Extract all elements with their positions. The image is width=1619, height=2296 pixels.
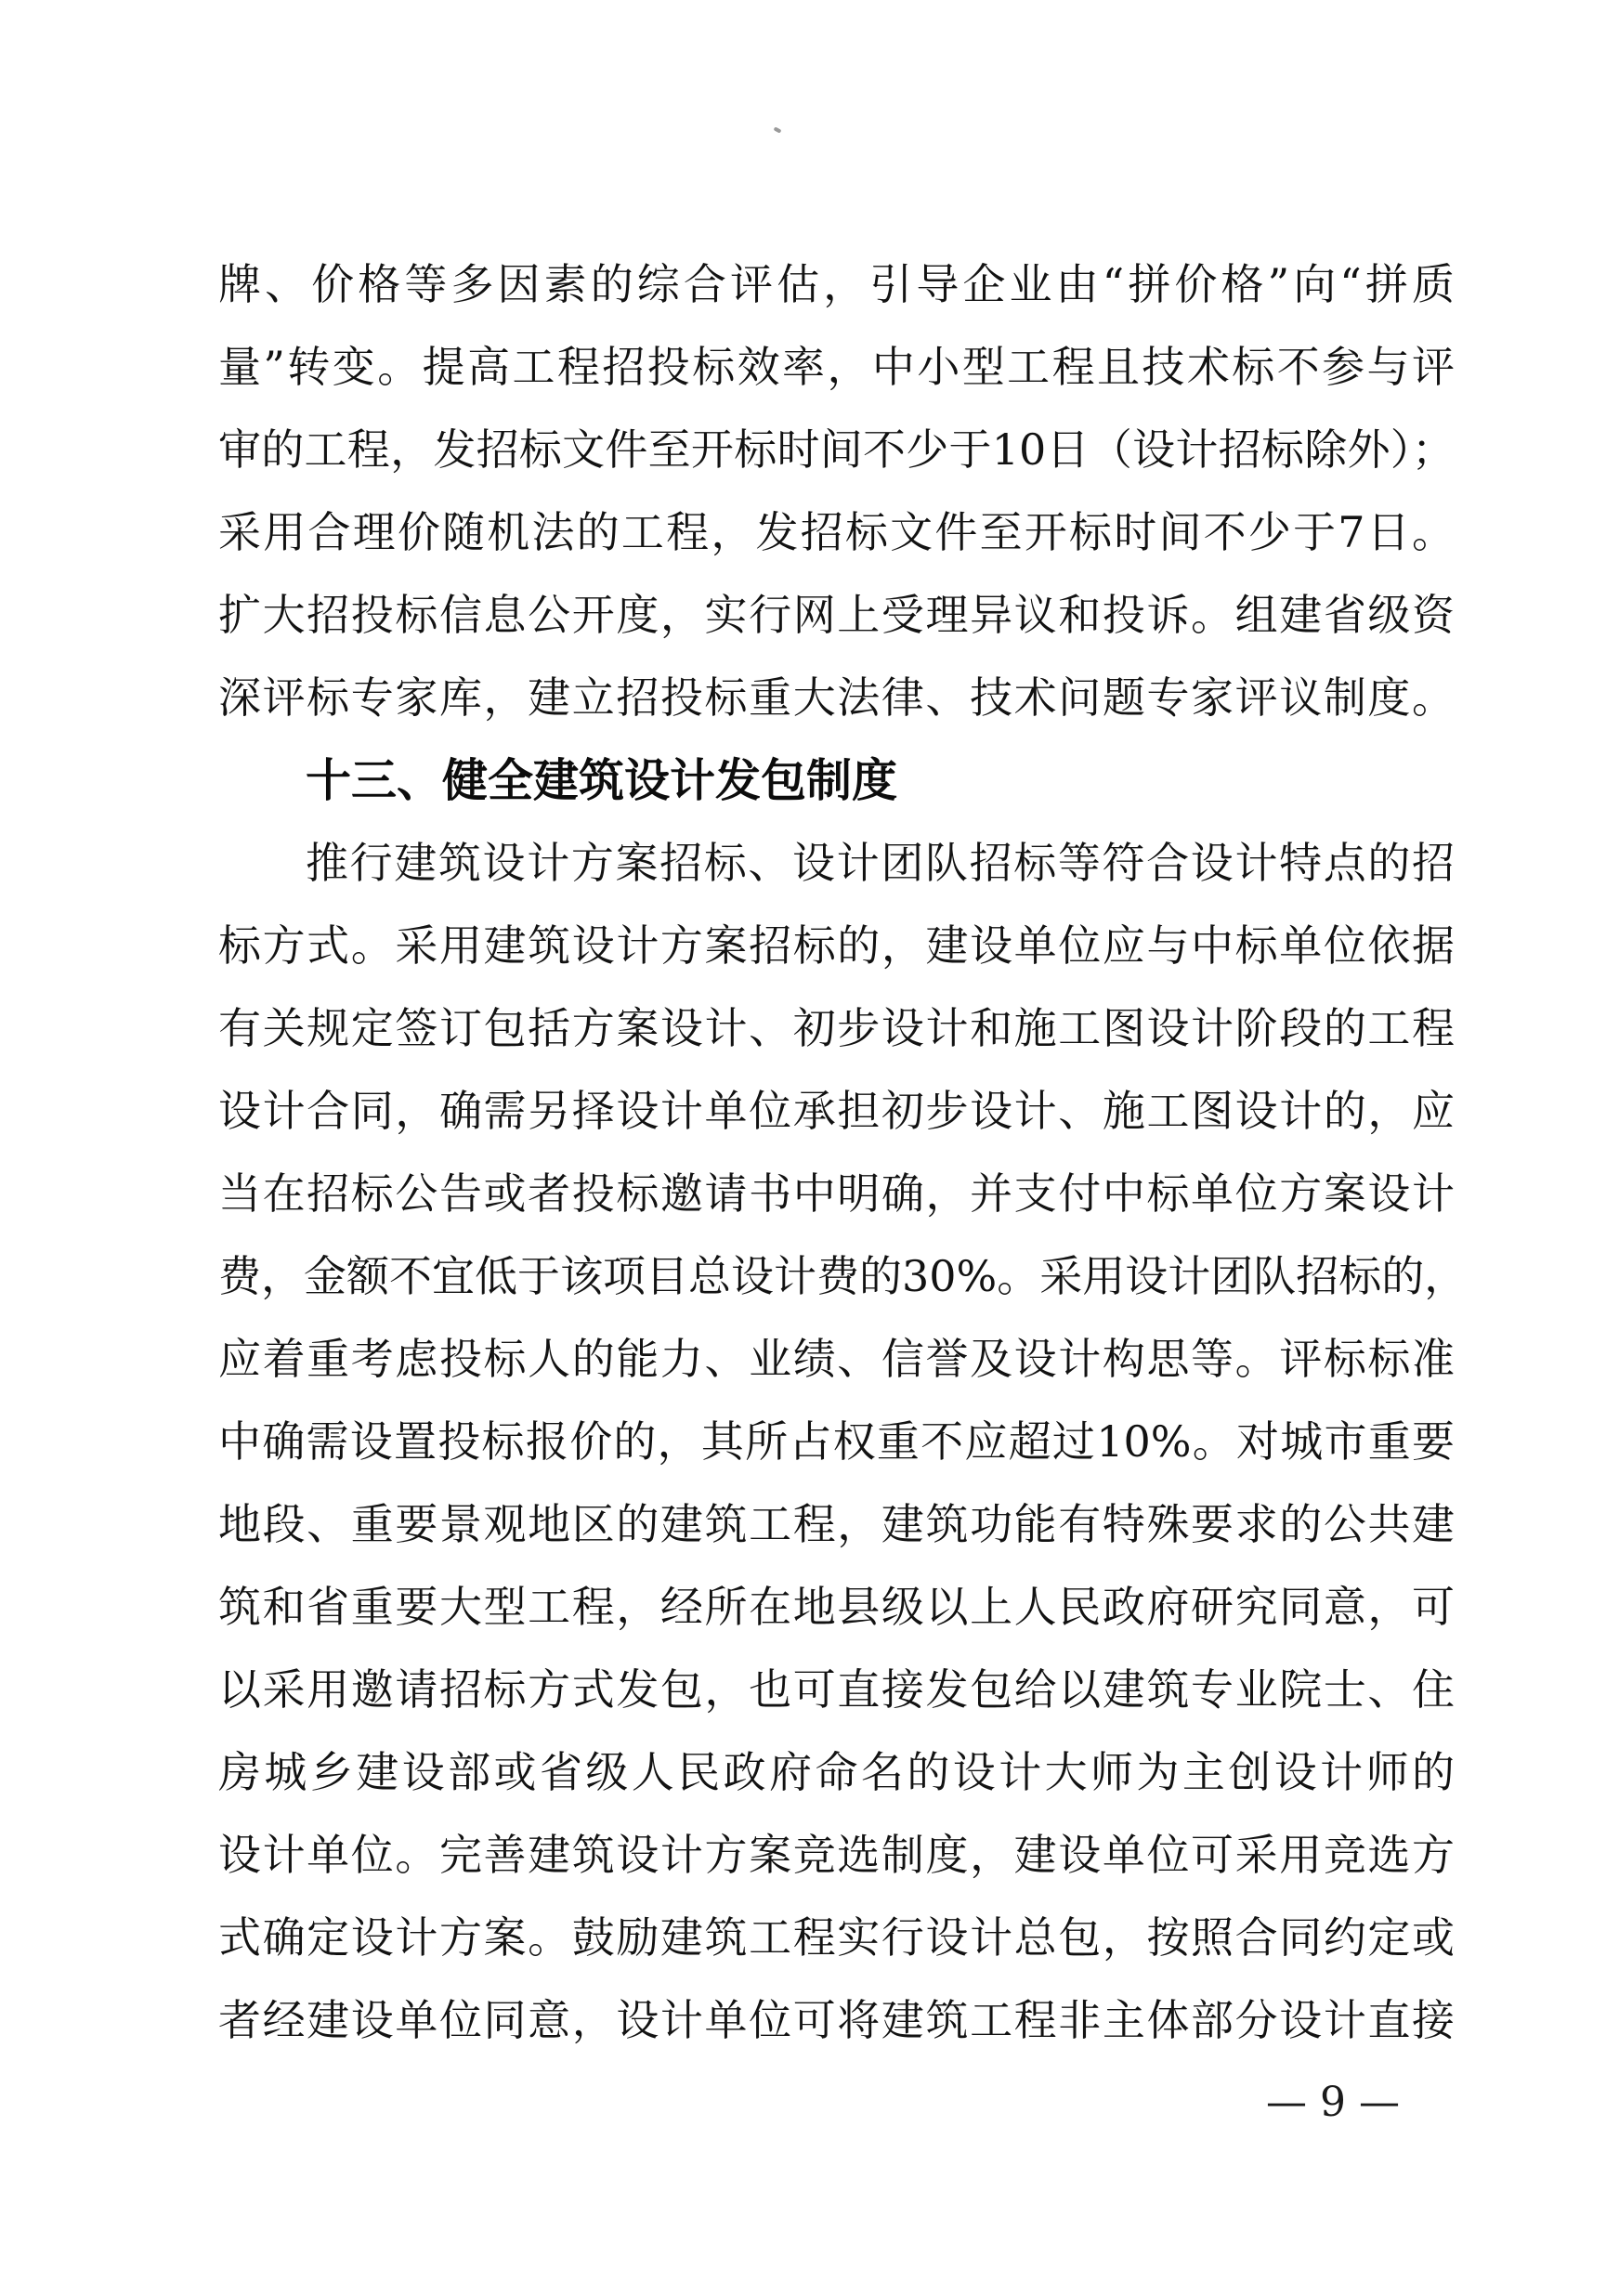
text-line: 地段、重要景观地区的建筑工程，建筑功能有特殊要求的公共建 — [218, 1499, 1455, 1549]
document-body — [218, 243, 1468, 2062]
text-line: 深评标专家库，建立招投标重大法律、技术问题专家评议制度。 — [218, 672, 1455, 723]
text-line: 房城乡建设部或省级人民政府命名的设计大师为主创设计师的 — [218, 1747, 1455, 1797]
text-line: 者经建设单位同意，设计单位可将建筑工程非主体部分设计直接 — [218, 1995, 1455, 2045]
text-line: 设计单位。完善建筑设计方案竞选制度，建设单位可采用竞选方 — [218, 1830, 1455, 1880]
text-line: 费，金额不宜低于该项目总设计费的30%。采用设计团队招标的， — [218, 1251, 1468, 1301]
text-line: 以采用邀请招标方式发包，也可直接发包给以建筑专业院士、住 — [218, 1664, 1455, 1715]
text-line: 应着重考虑投标人的能力、业绩、信誉及设计构思等。评标标准 — [218, 1334, 1455, 1384]
scan-speck-artifact — [774, 126, 782, 133]
text-line: 标方式。采用建筑设计方案招标的，建设单位应与中标单位依据 — [218, 920, 1455, 971]
text-line: 中确需设置投标报价的，其所占权重不应超过10%。对城市重要 — [218, 1416, 1455, 1467]
page-number: — 9 — — [1266, 2079, 1400, 2126]
text-line: 审的工程，发招标文件至开标时间不少于10日（设计招标除外）； — [218, 424, 1455, 475]
text-line: 采用合理价随机法的工程，发招标文件至开标时间不少于7日。 — [218, 507, 1455, 557]
text-line: 推行建筑设计方案招标、设计团队招标等符合设计特点的招 — [306, 838, 1455, 888]
text-line: 牌、价格等多因素的综合评估，引导企业由“拼价格”向“拼质 — [218, 259, 1455, 309]
text-line: 当在招标公告或者投标邀请书中明确，并支付中标单位方案设计 — [218, 1168, 1455, 1219]
text-line: 扩大招投标信息公开度，实行网上受理异议和投诉。组建省级资 — [218, 590, 1455, 640]
text-line: 有关规定签订包括方案设计、初步设计和施工图设计阶段的工程 — [218, 1003, 1455, 1053]
text-line: 式确定设计方案。鼓励建筑工程实行设计总包，按照合同约定或 — [218, 1912, 1455, 1963]
section-heading: 十三、健全建筑设计发包制度 — [306, 754, 898, 807]
text-line: 筑和省重要大型工程，经所在地县级以上人民政府研究同意，可 — [218, 1582, 1455, 1632]
text-line: 设计合同，确需另择设计单位承担初步设计、施工图设计的，应 — [218, 1086, 1455, 1136]
text-line: 量”转变。提高工程招投标效率，中小型工程且技术标不参与评 — [218, 342, 1455, 392]
